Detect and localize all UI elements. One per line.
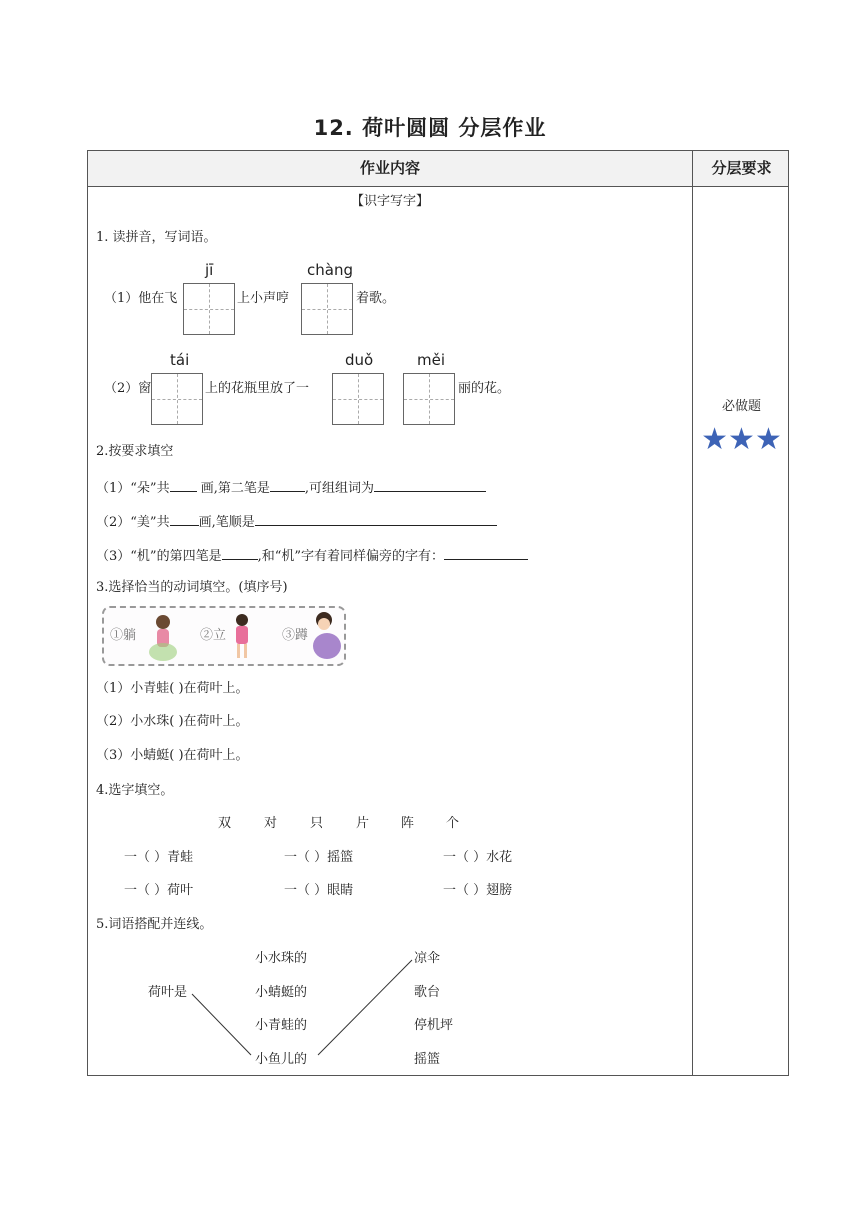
option-squat: ③蹲 — [282, 628, 309, 643]
requirement-label: 必做题 — [721, 399, 761, 414]
q5-right-item: 摇篮 — [414, 1052, 441, 1067]
section-heading: 【识字写字】 — [350, 194, 429, 209]
q2-line2-text-b: 画,笔顺是 — [198, 515, 255, 530]
q1-line2-suffix: 丽的花。 — [458, 381, 511, 396]
pinyin-mei: měi — [417, 351, 446, 369]
q2-line2-text-a: （2）“美”共 — [96, 515, 170, 530]
q1-line2-mid: 上的花瓶里放了一 — [205, 381, 310, 396]
q1-line1-suffix: 着歌。 — [356, 291, 396, 306]
q4-item: 一（ ）摇篮 — [284, 850, 354, 865]
q3-item-3: （3）小蜻蜓( )在荷叶上。 — [96, 748, 249, 763]
q5-right-item: 停机坪 — [414, 1018, 454, 1033]
pinyin-chang: chàng — [307, 261, 353, 279]
q4-char: 双 — [218, 816, 232, 831]
homework-table — [87, 150, 789, 1076]
q5-left-item: 荷叶是 — [148, 985, 188, 1000]
q4-char: 只 — [310, 816, 324, 831]
option-lie: ①躺 — [110, 628, 137, 643]
q5-middle-item: 小蜻蜓的 — [255, 985, 308, 1000]
q4-item: 一（ ）水花 — [443, 850, 513, 865]
q1-prompt: 1. 读拼音，写词语。 — [96, 230, 217, 245]
q1-line1-mid: 上小声哼 — [237, 291, 290, 306]
star-rating: ★★★ — [701, 422, 782, 457]
pinyin-tai: tái — [170, 351, 190, 369]
match-line — [192, 994, 251, 1055]
q5-right-item: 凉伞 — [414, 951, 441, 966]
q4-char: 个 — [446, 816, 460, 831]
matching-lines — [88, 151, 692, 1077]
q1-line2-prefix: （2）窗 — [104, 381, 152, 396]
q5-middle-item: 小青蛙的 — [255, 1018, 308, 1033]
q5-middle-item: 小鱼儿的 — [255, 1052, 308, 1067]
q3-prompt: 3.选择恰当的动词填空。(填序号) — [96, 580, 288, 595]
q2-line1-text-a: （1）“朵”共 — [96, 481, 170, 496]
column-divider — [692, 151, 693, 1075]
q2-line3-text-b: ,和“机”字有着同样偏旁的字有： — [257, 549, 445, 564]
pinyin-duo: duǒ — [345, 351, 374, 369]
header-content: 作业内容 — [359, 159, 420, 177]
q2-line3-text-a: （3）“机”的第四笔是 — [96, 549, 222, 564]
q4-char: 片 — [356, 816, 370, 831]
option-stand: ②立 — [200, 628, 227, 643]
page-title: 12. 荷叶圆圆 分层作业 — [313, 116, 547, 140]
q4-char: 阵 — [401, 816, 415, 831]
q5-prompt: 5.词语搭配并连线。 — [96, 917, 213, 932]
match-line — [318, 960, 412, 1055]
header-requirement: 分层要求 — [711, 159, 772, 177]
q1-line1-prefix: （1）他在飞 — [104, 291, 178, 306]
q4-prompt: 4.选字填空。 — [96, 783, 174, 798]
q3-item-1: （1）小青蛙( )在荷叶上。 — [96, 681, 249, 696]
q4-item: 一（ ）眼睛 — [284, 883, 354, 898]
q5-middle-item: 小水珠的 — [255, 951, 308, 966]
q2-line1-text-c: ,可组组词为 — [304, 481, 374, 496]
q3-item-2: （2）小水珠( )在荷叶上。 — [96, 714, 249, 729]
q4-item: 一（ ）荷叶 — [124, 883, 194, 898]
q2-line1-text-b: 画,第二笔是 — [200, 481, 270, 496]
q5-right-item: 歌台 — [414, 985, 441, 1000]
q4-char: 对 — [264, 816, 278, 831]
q4-item: 一（ ）青蛙 — [124, 850, 194, 865]
pinyin-ji: jī — [205, 261, 214, 279]
q4-item: 一（ ）翅膀 — [443, 883, 513, 898]
q2-prompt: 2.按要求填空 — [96, 444, 174, 459]
